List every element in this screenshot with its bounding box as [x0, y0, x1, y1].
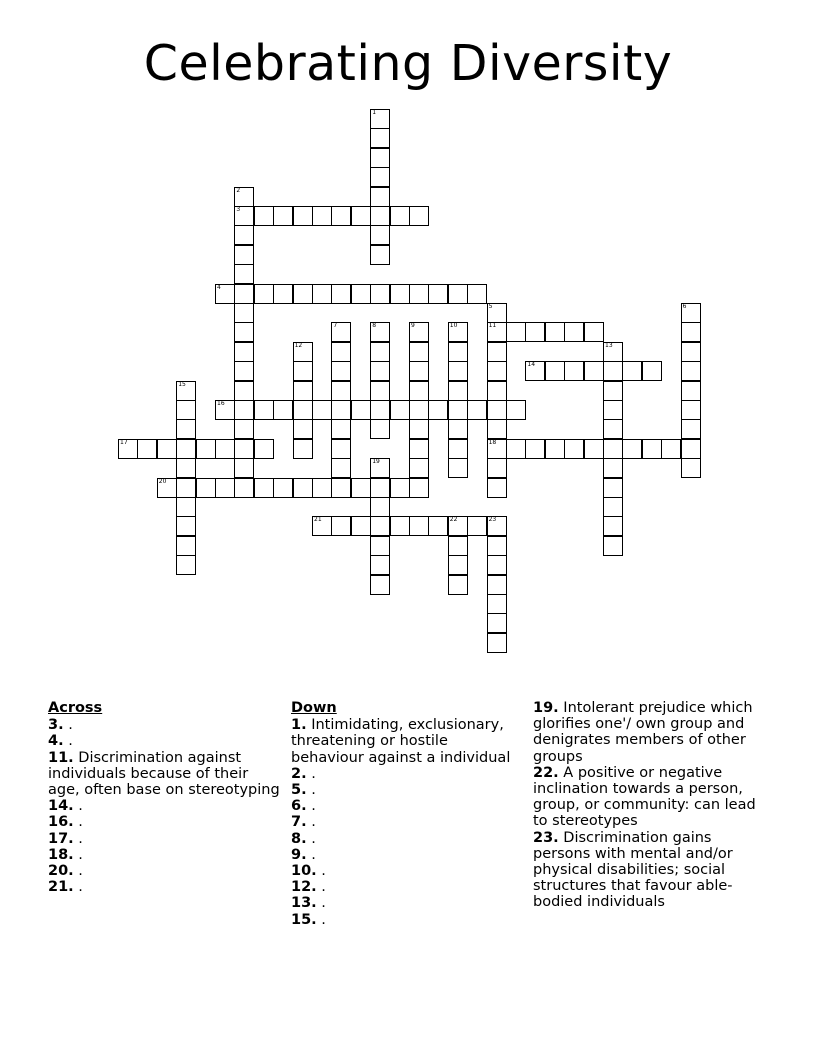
grid-cell[interactable]: [467, 284, 487, 304]
grid-cell[interactable]: [409, 439, 429, 459]
grid-cell[interactable]: [370, 516, 390, 536]
grid-cell[interactable]: [564, 322, 584, 342]
grid-cell[interactable]: [215, 478, 235, 498]
clue-text: .: [73, 846, 83, 863]
grid-cell[interactable]: [351, 478, 371, 498]
grid-cell[interactable]: [234, 400, 254, 420]
grid-cell[interactable]: [409, 458, 429, 478]
grid-cell[interactable]: [584, 361, 604, 381]
grid-cell[interactable]: [370, 109, 390, 129]
grid-cell[interactable]: [487, 594, 507, 614]
grid-cell[interactable]: [448, 575, 468, 595]
clue-item: [48, 798, 284, 814]
grid-cell[interactable]: [448, 322, 468, 342]
grid-cell[interactable]: [370, 342, 390, 362]
grid-cell[interactable]: [603, 478, 623, 498]
grid-cell[interactable]: [681, 400, 701, 420]
cell-number: 12: [294, 341, 303, 349]
clue-item: [533, 700, 769, 765]
grid-cell[interactable]: [681, 419, 701, 439]
grid-cell[interactable]: [176, 419, 196, 439]
grid-cell[interactable]: [603, 400, 623, 420]
grid-cell[interactable]: [525, 322, 545, 342]
grid-cell[interactable]: [234, 381, 254, 401]
grid-cell[interactable]: [487, 381, 507, 401]
clue-text: Discrimination gains persons with mental and/or physical disabilities; social structures that favour able-bodied individuals: [533, 829, 733, 911]
grid-cell[interactable]: [487, 555, 507, 575]
grid-cell[interactable]: [293, 400, 313, 420]
grid-cell[interactable]: [370, 167, 390, 187]
down-heading: Down: [291, 700, 337, 716]
grid-cell[interactable]: [506, 322, 526, 342]
clue-text: .: [306, 798, 316, 815]
grid-cell[interactable]: [157, 478, 177, 498]
grid-cell[interactable]: [293, 439, 313, 459]
grid-cell[interactable]: [118, 439, 138, 459]
grid-cell[interactable]: [564, 361, 584, 381]
grid-cell[interactable]: [448, 536, 468, 556]
grid-cell[interactable]: [487, 400, 507, 420]
grid-cell[interactable]: [428, 284, 448, 304]
grid-cell[interactable]: [681, 458, 701, 478]
cell-number: 11: [488, 322, 497, 330]
grid-cell[interactable]: [234, 225, 254, 245]
grid-cell[interactable]: [467, 516, 487, 536]
grid-cell[interactable]: [448, 419, 468, 439]
clue-number: 14.: [48, 798, 74, 815]
clue-item: [291, 879, 523, 895]
grid-cell[interactable]: [331, 361, 351, 381]
down-clue-list-continued: [533, 700, 769, 911]
grid-cell[interactable]: [351, 284, 371, 304]
grid-cell[interactable]: [176, 439, 196, 459]
grid-cell[interactable]: [254, 478, 274, 498]
cell-number: 15: [178, 380, 186, 388]
grid-cell[interactable]: [254, 400, 274, 420]
grid-cell[interactable]: [448, 342, 468, 362]
grid-cell[interactable]: [642, 439, 662, 459]
grid-cell[interactable]: [331, 206, 351, 226]
grid-cell[interactable]: [215, 439, 235, 459]
grid-cell[interactable]: [351, 206, 371, 226]
grid-cell[interactable]: [448, 361, 468, 381]
clue-text: .: [306, 814, 316, 831]
grid-cell[interactable]: [331, 284, 351, 304]
clue-text: Intolerant prejudice which glorifies one'/ own group and denigrates members of other groups: [533, 700, 753, 765]
cell-number: 16: [217, 400, 225, 407]
grid-cell[interactable]: [545, 361, 565, 381]
clue-number: 16.: [48, 814, 74, 831]
grid-cell[interactable]: [370, 245, 390, 265]
clue-text: .: [63, 733, 73, 750]
clue-item: [291, 782, 523, 798]
grid-cell[interactable]: [467, 400, 487, 420]
across-clue-list: [48, 717, 284, 895]
grid-cell[interactable]: [351, 516, 371, 536]
grid-cell[interactable]: [331, 516, 351, 536]
clue-number: 8.: [291, 830, 307, 847]
grid-cell[interactable]: [215, 284, 235, 304]
grid-cell[interactable]: [622, 439, 642, 459]
grid-cell[interactable]: [234, 458, 254, 478]
grid-cell[interactable]: [234, 187, 254, 207]
grid-cell[interactable]: [370, 206, 390, 226]
grid-cell[interactable]: [487, 439, 507, 459]
grid-cell[interactable]: [312, 284, 332, 304]
grid-cell[interactable]: [409, 516, 429, 536]
grid-cell[interactable]: [370, 381, 390, 401]
grid-cell[interactable]: [448, 458, 468, 478]
grid-cell[interactable]: [545, 322, 565, 342]
grid-cell[interactable]: [448, 555, 468, 575]
grid-cell[interactable]: [176, 381, 196, 401]
grid-cell[interactable]: [428, 400, 448, 420]
grid-cell[interactable]: [137, 439, 157, 459]
clue-text: .: [73, 814, 83, 831]
grid-cell[interactable]: [254, 439, 274, 459]
grid-cell[interactable]: [390, 284, 410, 304]
cell-number: 19: [372, 458, 380, 466]
grid-cell[interactable]: [370, 536, 390, 556]
grid-cell[interactable]: [642, 361, 662, 381]
grid-cell[interactable]: [370, 458, 390, 478]
grid-cell[interactable]: [293, 381, 313, 401]
clue-item: [533, 830, 769, 911]
cell-number: 7: [333, 322, 338, 330]
grid-cell[interactable]: [603, 439, 623, 459]
grid-cell[interactable]: [487, 419, 507, 439]
grid-cell[interactable]: [681, 303, 701, 323]
grid-cell[interactable]: [487, 322, 507, 342]
grid-cell[interactable]: [312, 206, 332, 226]
grid-cell[interactable]: [681, 439, 701, 459]
grid-cell[interactable]: [545, 439, 565, 459]
grid-cell[interactable]: [681, 361, 701, 381]
clue-item: [48, 750, 284, 799]
clue-text: Discrimination against individuals because of their age, often base on stereotyping: [48, 749, 280, 799]
cell-number: 3: [236, 206, 241, 213]
grid-cell[interactable]: [525, 361, 545, 381]
grid-cell[interactable]: [409, 342, 429, 362]
grid-cell[interactable]: [487, 361, 507, 381]
grid-cell[interactable]: [234, 264, 254, 284]
grid-cell[interactable]: [448, 400, 468, 420]
grid-cell[interactable]: [390, 206, 410, 226]
grid-cell[interactable]: [487, 342, 507, 362]
grid-cell[interactable]: [234, 245, 254, 265]
grid-cell[interactable]: [487, 458, 507, 478]
grid-cell[interactable]: [390, 400, 410, 420]
grid-cell[interactable]: [234, 478, 254, 498]
grid-cell[interactable]: [487, 516, 507, 536]
clue-number: 1.: [291, 717, 307, 734]
clue-text: .: [306, 782, 316, 799]
grid-cell[interactable]: [448, 381, 468, 401]
grid-cell[interactable]: [564, 439, 584, 459]
clue-number: 19.: [533, 700, 559, 716]
clue-item: [48, 847, 284, 863]
grid-cell[interactable]: [370, 187, 390, 207]
grid-cell[interactable]: [487, 536, 507, 556]
grid-cell[interactable]: [370, 322, 390, 342]
grid-cell[interactable]: [661, 439, 681, 459]
grid-cell[interactable]: [331, 342, 351, 362]
grid-cell[interactable]: [176, 458, 196, 478]
grid-cell[interactable]: [176, 478, 196, 498]
down-clues-continued: [533, 700, 769, 911]
grid-cell[interactable]: [681, 322, 701, 342]
grid-cell[interactable]: [331, 458, 351, 478]
clue-number: 6.: [291, 798, 307, 815]
down-clue-list: [291, 717, 523, 928]
grid-cell[interactable]: [176, 536, 196, 556]
clue-number: 12.: [291, 879, 317, 896]
clue-number: 10.: [291, 863, 317, 880]
grid-cell[interactable]: [409, 206, 429, 226]
clue-number: 22.: [533, 764, 559, 781]
grid-cell[interactable]: [234, 284, 254, 304]
grid-cell[interactable]: [448, 439, 468, 459]
clue-number: 11.: [48, 749, 74, 766]
clue-number: 13.: [291, 895, 317, 912]
clue-item: [48, 863, 284, 879]
grid-cell[interactable]: [234, 342, 254, 362]
grid-cell[interactable]: [293, 284, 313, 304]
grid-cell[interactable]: [603, 458, 623, 478]
clue-number: 3.: [48, 717, 64, 734]
grid-cell[interactable]: [273, 206, 293, 226]
grid-cell[interactable]: [293, 478, 313, 498]
clue-item: [291, 847, 523, 863]
cell-number: 9: [411, 322, 415, 330]
cell-number: 4: [217, 283, 221, 291]
grid-cell[interactable]: [409, 322, 429, 342]
clue-item: [48, 879, 284, 895]
grid-cell[interactable]: [370, 361, 390, 381]
grid-cell[interactable]: [196, 439, 216, 459]
grid-cell[interactable]: [506, 439, 526, 459]
grid-cell[interactable]: [331, 439, 351, 459]
grid-cell[interactable]: [196, 478, 216, 498]
clue-number: 7.: [291, 814, 307, 831]
grid-cell[interactable]: [622, 361, 642, 381]
clue-text: .: [73, 798, 83, 815]
grid-cell[interactable]: [487, 478, 507, 498]
clue-item: [48, 717, 284, 733]
cell-number: 14: [527, 361, 536, 369]
cell-number: 10: [449, 322, 458, 330]
grid-cell[interactable]: [506, 400, 526, 420]
grid-cell[interactable]: [273, 400, 293, 420]
grid-cell[interactable]: [254, 284, 274, 304]
grid-cell[interactable]: [234, 206, 254, 226]
grid-cell[interactable]: [525, 439, 545, 459]
grid-cell[interactable]: [409, 381, 429, 401]
grid-cell[interactable]: [370, 400, 390, 420]
clue-item: [291, 798, 523, 814]
clue-number: 4.: [48, 733, 64, 750]
clue-text: .: [316, 863, 326, 880]
grid-cell[interactable]: [409, 478, 429, 498]
clue-number: 23.: [533, 829, 559, 846]
grid-cell[interactable]: [234, 419, 254, 439]
grid-cell[interactable]: [370, 128, 390, 148]
clue-text: .: [73, 863, 83, 880]
grid-cell[interactable]: [234, 322, 254, 342]
clue-number: 20.: [48, 863, 74, 880]
grid-cell[interactable]: [370, 419, 390, 439]
cell-number: 23: [488, 516, 497, 524]
grid-cell[interactable]: [331, 381, 351, 401]
grid-cell[interactable]: [176, 497, 196, 517]
clue-text: .: [306, 765, 316, 782]
grid-cell[interactable]: [409, 361, 429, 381]
clue-text: .: [73, 830, 83, 847]
grid-cell[interactable]: [603, 536, 623, 556]
grid-cell[interactable]: [273, 478, 293, 498]
grid-cell[interactable]: [331, 400, 351, 420]
clue-item: [291, 863, 523, 879]
grid-cell[interactable]: [448, 516, 468, 536]
cell-number: 21: [314, 516, 322, 524]
grid-cell[interactable]: [234, 361, 254, 381]
grid-cell[interactable]: [428, 516, 448, 536]
grid-cell[interactable]: [351, 400, 371, 420]
clue-text: Intimidating, exclusionary, threatening or hostile behaviour against a individual: [291, 717, 511, 766]
clue-number: 21.: [48, 879, 74, 896]
grid-cell[interactable]: [487, 303, 507, 323]
grid-cell[interactable]: [681, 381, 701, 401]
cell-number: 6: [682, 303, 687, 310]
grid-cell[interactable]: [603, 361, 623, 381]
clue-item: [533, 765, 769, 830]
cell-number: 13: [605, 341, 613, 349]
grid-cell[interactable]: [370, 284, 390, 304]
clue-text: A positive or negative inclination towards a person, group, or community: can lead to stereotypes: [533, 764, 756, 830]
grid-cell[interactable]: [584, 322, 604, 342]
cell-number: 2: [236, 186, 241, 194]
grid-cell[interactable]: [409, 400, 429, 420]
clue-text: .: [306, 830, 316, 847]
grid-cell[interactable]: [176, 400, 196, 420]
grid-cell[interactable]: [293, 206, 313, 226]
clue-item: [291, 766, 523, 782]
clue-text: .: [73, 879, 83, 896]
down-clues: [291, 700, 523, 928]
clue-number: 2.: [291, 765, 307, 782]
clue-number: 15.: [291, 911, 317, 928]
clue-item: [291, 831, 523, 847]
grid-cell[interactable]: [370, 575, 390, 595]
grid-cell[interactable]: [176, 516, 196, 536]
clue-text: .: [63, 717, 73, 734]
cell-number: 20: [158, 477, 167, 485]
clue-text: .: [316, 879, 326, 896]
clue-number: 17.: [48, 830, 74, 847]
grid-cell[interactable]: [234, 303, 254, 323]
clue-text: .: [316, 911, 326, 928]
clue-number: 9.: [291, 846, 307, 863]
grid-cell[interactable]: [603, 497, 623, 517]
grid-cell[interactable]: [370, 478, 390, 498]
clue-text: .: [316, 895, 326, 912]
grid-cell[interactable]: [390, 478, 410, 498]
grid-cell[interactable]: [331, 322, 351, 342]
grid-cell[interactable]: [603, 342, 623, 362]
grid-cell[interactable]: [215, 400, 235, 420]
cell-number: 8: [372, 322, 377, 330]
grid-cell[interactable]: [390, 516, 410, 536]
clue-item: [291, 814, 523, 830]
cell-number: 5: [488, 303, 493, 310]
grid-cell[interactable]: [293, 419, 313, 439]
clue-item: [291, 912, 523, 928]
grid-cell[interactable]: [487, 613, 507, 633]
grid-cell[interactable]: [176, 555, 196, 575]
grid-cell[interactable]: [370, 497, 390, 517]
grid-cell[interactable]: [293, 342, 313, 362]
grid-cell[interactable]: [448, 284, 468, 304]
puzzle-title: Celebrating Diversity: [143, 35, 673, 92]
cell-number: 1: [372, 109, 377, 116]
grid-cell[interactable]: [157, 439, 177, 459]
grid-cell[interactable]: [234, 439, 254, 459]
clue-number: 18.: [48, 846, 74, 863]
grid-cell[interactable]: [331, 478, 351, 498]
grid-cell[interactable]: [584, 439, 604, 459]
cell-number: 22: [449, 516, 458, 524]
across-clues: [48, 700, 284, 895]
grid-cell[interactable]: [293, 361, 313, 381]
grid-cell[interactable]: [331, 419, 351, 439]
grid-cell[interactable]: [603, 381, 623, 401]
grid-cell[interactable]: [487, 633, 507, 653]
cell-number: 18: [488, 438, 497, 446]
clue-item: [48, 814, 284, 830]
grid-cell[interactable]: [312, 400, 332, 420]
grid-cell[interactable]: [370, 555, 390, 575]
grid-cell[interactable]: [603, 419, 623, 439]
grid-cell[interactable]: [254, 206, 274, 226]
clue-number: 5.: [291, 782, 307, 799]
grid-cell[interactable]: [409, 419, 429, 439]
clue-item: [48, 831, 284, 847]
grid-cell[interactable]: [487, 575, 507, 595]
grid-cell[interactable]: [681, 342, 701, 362]
clue-item: [291, 895, 523, 911]
clue-text: .: [306, 846, 316, 863]
clue-item: [291, 717, 523, 766]
grid-cell[interactable]: [603, 516, 623, 536]
cell-number: 17: [120, 438, 128, 446]
grid-cell[interactable]: [370, 148, 390, 168]
clue-item: [48, 733, 284, 749]
grid-cell[interactable]: [273, 284, 293, 304]
grid-cell[interactable]: [312, 478, 332, 498]
grid-cell[interactable]: [409, 284, 429, 304]
grid-cell[interactable]: [370, 225, 390, 245]
across-heading: Across: [48, 700, 103, 716]
grid-cell[interactable]: [312, 516, 332, 536]
